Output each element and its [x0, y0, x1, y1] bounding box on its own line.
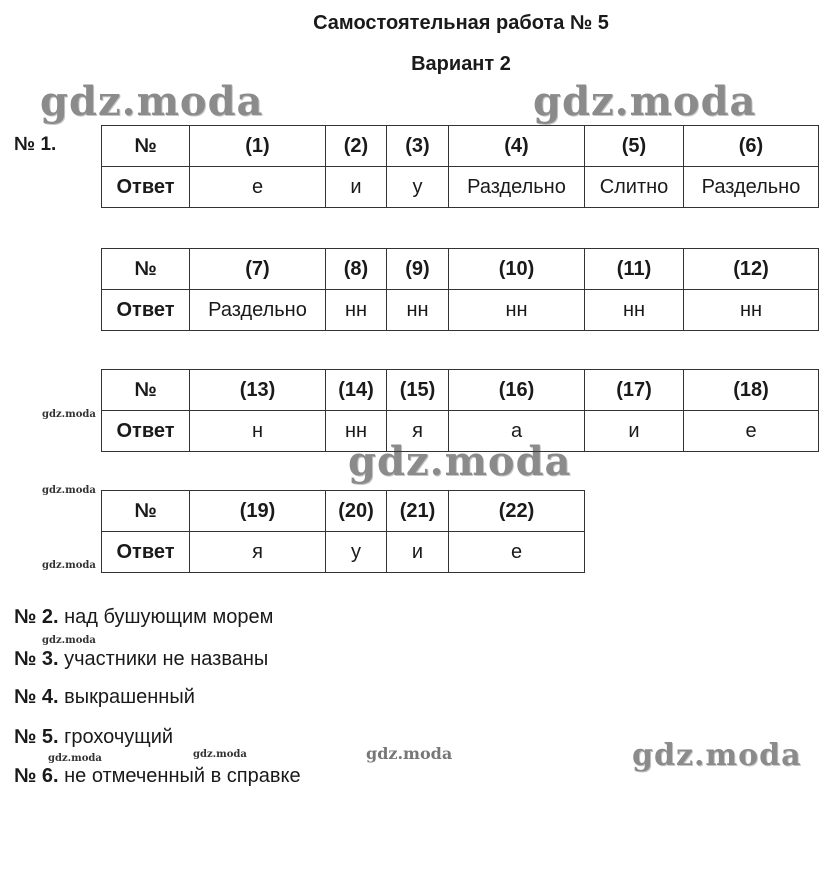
task-line: [14, 765, 301, 788]
answer-table-2: [101, 248, 819, 331]
table-cell: (2): [326, 126, 387, 167]
task1-label: № 1.: [14, 134, 57, 155]
table-cell: я: [387, 411, 449, 452]
table-cell: (22): [449, 491, 585, 532]
table-cell: (1): [190, 126, 326, 167]
task-line: [14, 686, 195, 709]
watermark: gdz.moda: [366, 744, 453, 763]
task-line: [14, 648, 268, 671]
table-row: [102, 249, 819, 290]
table-cell: н: [190, 411, 326, 452]
task-line: [14, 606, 273, 629]
table-cell: у: [326, 532, 387, 573]
table-cell: нн: [387, 290, 449, 331]
watermark: gdz.moda: [42, 560, 96, 571]
task-label: № 5.: [14, 726, 59, 748]
table-row: [102, 167, 819, 208]
watermark: gdz.moda: [533, 78, 757, 125]
table-cell: (15): [387, 370, 449, 411]
answer-table-1: [101, 125, 819, 208]
table-cell: (11): [585, 249, 684, 290]
task-label: № 4.: [14, 686, 59, 708]
table-cell: Раздельно: [190, 290, 326, 331]
table-cell: Слитно: [585, 167, 684, 208]
page-title: Самостоятельная работа № 5: [313, 12, 609, 34]
table-cell: (9): [387, 249, 449, 290]
table-cell: Раздельно: [684, 167, 819, 208]
watermark: gdz.moda: [42, 635, 96, 646]
table-cell: (18): [684, 370, 819, 411]
table-row: [102, 370, 819, 411]
table-row: [102, 491, 585, 532]
table-cell: а: [449, 411, 585, 452]
table-cell: Раздельно: [449, 167, 585, 208]
table-row: [102, 532, 585, 573]
watermark: gdz.moda: [632, 738, 802, 773]
table-cell: (16): [449, 370, 585, 411]
table-cell: (7): [190, 249, 326, 290]
table-cell: (13): [190, 370, 326, 411]
watermark: gdz.moda: [40, 78, 264, 125]
table-cell: нн: [449, 290, 585, 331]
table-answer-label: Ответ: [102, 167, 190, 208]
task-label: № 2.: [14, 606, 59, 628]
task-label: № 3.: [14, 648, 59, 670]
task-answer: над бушующим морем: [64, 606, 274, 628]
table-cell: нн: [585, 290, 684, 331]
table-header-label: №: [102, 370, 190, 411]
table-cell: е: [190, 167, 326, 208]
task-answer: выкрашенный: [64, 686, 195, 708]
table-row: [102, 126, 819, 167]
table-header-label: №: [102, 491, 190, 532]
table-cell: и: [387, 532, 449, 573]
table-cell: (19): [190, 491, 326, 532]
table-header-label: №: [102, 249, 190, 290]
task-answer: не отмеченный в справке: [64, 765, 301, 787]
table-cell: и: [326, 167, 387, 208]
table-cell: нн: [684, 290, 819, 331]
watermark: gdz.moda: [348, 438, 572, 485]
table-cell: (12): [684, 249, 819, 290]
watermark: gdz.moda: [193, 749, 247, 760]
table-cell: (20): [326, 491, 387, 532]
table-cell: (6): [684, 126, 819, 167]
answer-table-4: [101, 490, 585, 573]
table-row: [102, 411, 819, 452]
task-line: [14, 726, 173, 749]
table-cell: нн: [326, 411, 387, 452]
watermark: gdz.moda: [42, 485, 96, 496]
table-cell: (21): [387, 491, 449, 532]
table-cell: (14): [326, 370, 387, 411]
table-cell: (4): [449, 126, 585, 167]
answer-table-3: [101, 369, 819, 452]
table-cell: у: [387, 167, 449, 208]
table-cell: (10): [449, 249, 585, 290]
table-cell: нн: [326, 290, 387, 331]
task-answer: участники не названы: [64, 648, 269, 670]
table-answer-label: Ответ: [102, 532, 190, 573]
table-cell: и: [585, 411, 684, 452]
table-row: [102, 290, 819, 331]
table-cell: я: [190, 532, 326, 573]
table-answer-label: Ответ: [102, 290, 190, 331]
table-cell: (8): [326, 249, 387, 290]
watermark: gdz.moda: [48, 753, 102, 764]
table-cell: (3): [387, 126, 449, 167]
table-cell: е: [449, 532, 585, 573]
watermark: gdz.moda: [42, 409, 96, 420]
table-answer-label: Ответ: [102, 411, 190, 452]
table-cell: (17): [585, 370, 684, 411]
page-subtitle: Вариант 2: [411, 53, 511, 75]
task-answer: грохочущий: [64, 726, 174, 748]
table-cell: е: [684, 411, 819, 452]
table-cell: (5): [585, 126, 684, 167]
table-header-label: №: [102, 126, 190, 167]
task-label: № 6.: [14, 765, 59, 787]
